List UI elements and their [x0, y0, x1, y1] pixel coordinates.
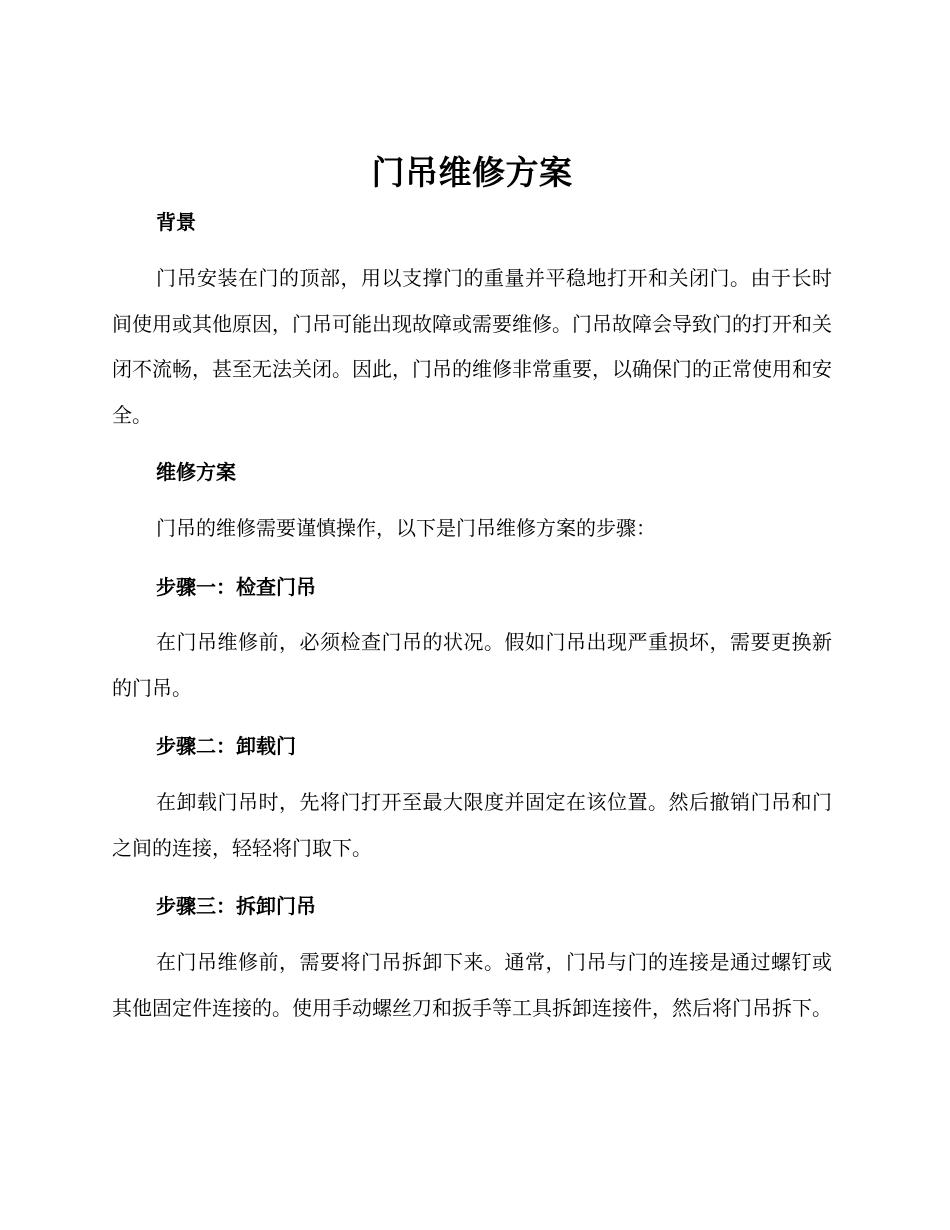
section-heading-step-1: 步骤一：检查门吊 [156, 575, 316, 599]
paragraph-plan: 门吊的维修需要谨慎操作，以下是门吊维修方案的步骤： [156, 516, 656, 540]
section-heading-step-3: 步骤三：拆卸门吊 [156, 894, 316, 918]
document-title: 门吊维修方案 [371, 153, 573, 192]
section-heading-background: 背景 [156, 210, 196, 234]
section-heading-plan: 维修方案 [156, 460, 236, 484]
paragraph-background: 门吊安装在门的顶部，用以支撑门的重量并平稳地打开和关闭门。由于长时间使用或其他原因，门吊可能出现故障或需要维修。门吊故障会导致门的打开和关闭不流畅，甚至无法关闭。因此，门吊的维修非常重要，以确保门的正常使用和安全。 [112, 266, 832, 427]
paragraph-step-3: 在门吊维修前，需要将门吊拆卸下来。通常，门吊与门的连接是通过螺钉或其他固定件连接的。使用手动螺丝刀和扳手等工具拆卸连接件，然后将门吊拆下。 [112, 950, 832, 1020]
section-heading-step-2: 步骤二：卸载门 [156, 734, 296, 758]
paragraph-step-2: 在卸载门吊时，先将门打开至最大限度并固定在该位置。然后撤销门吊和门之间的连接，轻轻将门取下。 [112, 790, 832, 860]
paragraph-step-1: 在门吊维修前，必须检查门吊的状况。假如门吊出现严重损坏，需要更换新的门吊。 [112, 630, 832, 700]
